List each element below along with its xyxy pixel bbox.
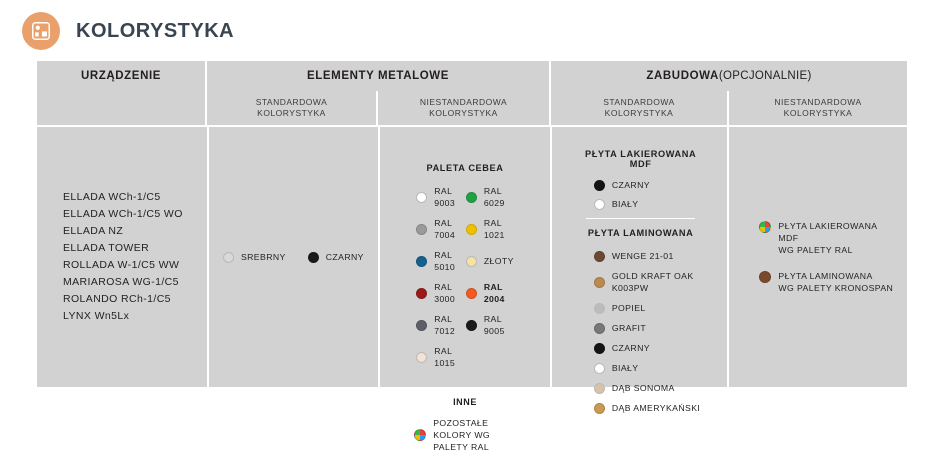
list-item: ELLADA WCh-1/C5 WO <box>63 208 183 220</box>
swatch-label: RAL 2004 <box>483 282 505 304</box>
swatch-label: GOLD KRAFT OAK K003PW <box>611 271 694 293</box>
swatch-item <box>223 251 286 263</box>
swatch-label-line2: WG PALETY RAL <box>778 245 853 255</box>
color-dot-icon <box>466 192 477 203</box>
page-header <box>0 0 943 52</box>
swatch-label-line2: KOLORY WG PALETY RAL <box>433 430 491 452</box>
swatch-item <box>416 217 456 241</box>
list-item: ROLLADA W-1/C5 WW <box>63 259 180 271</box>
header-metal-standard-line1: STANDARDOWA <box>255 97 328 108</box>
swatch-label-group <box>778 270 893 294</box>
metal-nonstandard-content <box>392 137 538 452</box>
header-cabinet-standard <box>551 91 729 125</box>
multicolor-dot-icon <box>759 221 771 233</box>
laminate-title: PŁYTA LAMINOWANA <box>587 228 694 238</box>
color-dot-icon <box>308 252 319 263</box>
header-cell-metal <box>207 61 551 127</box>
list-item: MARIAROSA WG-1/C5 <box>63 276 179 288</box>
swatch-item <box>594 198 702 210</box>
header-cabinet-optional: (OPCJONALNIE) <box>718 70 812 82</box>
header-metal-nonstandard-line1: NIESTANDARDOWA <box>419 97 508 108</box>
header-cabinet-main: ZABUDOWA <box>646 70 719 82</box>
color-dot-icon <box>594 383 605 394</box>
swatch-item <box>466 313 514 337</box>
color-dot-icon <box>594 277 605 288</box>
swatch-item <box>466 281 514 305</box>
list-item: ELLADA NZ <box>63 225 124 237</box>
color-dot-icon <box>466 256 477 267</box>
swatch-label: ZŁOTY <box>483 256 514 266</box>
swatch-item <box>416 313 456 337</box>
color-dot-icon <box>594 180 605 191</box>
cell-cabinet-nonstandard <box>729 127 907 387</box>
swatch-label: CZARNY <box>611 343 650 353</box>
divider <box>586 218 696 219</box>
swatch-label: RAL 1015 <box>434 346 456 368</box>
swatch-item <box>594 402 702 414</box>
swatch-item <box>466 185 514 209</box>
color-dot-icon <box>594 343 605 354</box>
swatch-label: RAL 7004 <box>434 218 456 240</box>
cell-metal-standard <box>209 127 381 387</box>
cell-device-list <box>37 127 209 387</box>
header-cabinet-nonstandard-line1: NIESTANDARDOWA <box>774 97 862 108</box>
palette-cebea-title: PALETA CEBEA <box>426 163 504 173</box>
swatch-label: RAL 6029 <box>483 186 505 208</box>
swatch-label: RAL 7012 <box>434 314 456 336</box>
mdf-title: PŁYTA LAKIEROWANA MDF <box>584 149 697 169</box>
header-metal-label: ELEMENTY METALOWE <box>306 70 450 82</box>
header-metal-standard-line2: KOLORYSTYKA <box>257 108 326 118</box>
header-cabinet-nonstandard-line2: KOLORYSTYKA <box>783 108 853 118</box>
list-item: ELLADA TOWER <box>63 242 150 254</box>
ral-swatch-grid <box>392 185 538 377</box>
cabinet-nonstandard-content <box>741 137 895 377</box>
kolorystyka-table <box>36 60 908 452</box>
cell-metal-nonstandard <box>380 127 552 452</box>
multicolor-dot-icon <box>414 429 426 441</box>
color-dot-icon <box>594 303 605 314</box>
swatch-item <box>594 342 702 354</box>
swatch-item <box>594 362 702 374</box>
swatch-item <box>594 382 702 394</box>
color-dot-icon <box>466 224 477 235</box>
swatch-label: CZARNY <box>611 180 650 190</box>
swatch-label: DĄB SONOMA <box>611 383 675 393</box>
header-metal-nonstandard <box>378 91 549 125</box>
swatch-label: BIAŁY <box>611 363 639 373</box>
color-dot-icon <box>466 320 477 331</box>
swatch-item <box>308 251 364 263</box>
swatch-item <box>416 185 456 209</box>
list-item: ROLANDO RCh-1/C5 <box>63 293 171 305</box>
swatch-item <box>594 270 702 294</box>
color-dot-icon <box>594 199 605 210</box>
header-cabinet-standard-line1: STANDARDOWA <box>603 97 675 108</box>
swatch-label: GRAFIT <box>611 323 647 333</box>
swatch-item <box>594 322 702 334</box>
header-cell-device <box>37 61 207 127</box>
swatch-label: RAL 9005 <box>483 314 505 336</box>
mdf-list <box>580 179 702 210</box>
swatch-label-line1: POZOSTAŁE <box>433 418 489 428</box>
swatch-label: POPIEL <box>611 303 646 313</box>
swatch-label-line1: PŁYTA LAKIEROWANA MDF <box>778 221 877 243</box>
swatch-item <box>594 250 702 262</box>
swatch-item <box>416 281 456 305</box>
swatch-label-group <box>778 220 895 256</box>
swatch-label: RAL 1021 <box>483 218 505 240</box>
color-dot-icon <box>466 288 477 299</box>
device-list <box>49 137 195 377</box>
header-cabinet-standard-line2: KOLORYSTYKA <box>604 108 674 118</box>
list-item: ELLADA WCh-1/C5 <box>63 191 161 203</box>
laminate-list <box>580 250 702 414</box>
color-dot-icon <box>594 323 605 334</box>
color-dot-icon <box>759 271 771 283</box>
swatch-label: CZARNY <box>325 252 364 262</box>
color-dot-icon <box>416 224 427 235</box>
cabinet-standard-content <box>564 137 716 413</box>
header-cell-cabinet <box>551 61 907 127</box>
swatch-label: WENGE 21-01 <box>611 251 674 261</box>
color-dot-icon <box>223 252 234 263</box>
header-metal-standard <box>207 91 378 125</box>
swatch-item <box>414 417 516 453</box>
page-title: KOLORYSTYKA <box>76 19 235 42</box>
color-dot-icon <box>594 251 605 262</box>
color-dot-icon <box>416 192 427 203</box>
swatch-item <box>594 179 702 191</box>
other-title: INNE <box>453 397 477 407</box>
metal-standard-swatches <box>221 137 367 377</box>
swatch-label: SREBRNY <box>240 252 286 262</box>
list-item: LYNX Wn5Lx <box>63 310 130 322</box>
header-cabinet-nonstandard <box>729 91 907 125</box>
swatch-label: BIAŁY <box>611 199 639 209</box>
swatch-label: RAL 5010 <box>434 250 456 272</box>
metal-other-block <box>392 387 538 460</box>
swatch-item <box>594 302 702 314</box>
color-dot-icon <box>594 403 605 414</box>
swatch-label-line1: PŁYTA LAMINOWANA <box>778 271 873 281</box>
cell-cabinet-standard <box>552 127 730 413</box>
color-dot-icon <box>416 256 427 267</box>
header-device-label: URZĄDZENIE <box>80 70 162 82</box>
header-cabinet-label <box>551 61 907 91</box>
swatch-label: DĄB AMERYKAŃSKI <box>611 403 701 413</box>
swatch-item <box>466 217 514 241</box>
swatch-item <box>416 345 456 369</box>
swatch-item <box>416 249 456 273</box>
swatch-label: RAL 9003 <box>434 186 456 208</box>
palette-swatch-icon <box>22 12 60 50</box>
header-metal-nonstandard-line2: KOLORYSTYKA <box>429 108 498 118</box>
table-header-row-main <box>37 61 907 127</box>
color-dot-icon <box>416 288 427 299</box>
color-dot-icon <box>594 363 605 374</box>
color-dot-icon <box>416 320 427 331</box>
swatch-label-line2: WG PALETY KRONOSPAN <box>778 283 894 293</box>
swatch-label-group <box>433 417 516 453</box>
swatch-label: RAL 3000 <box>434 282 456 304</box>
swatch-item <box>759 270 895 294</box>
swatch-item <box>759 220 895 256</box>
color-dot-icon <box>416 352 427 363</box>
table-body-row <box>37 127 907 452</box>
swatch-item <box>466 249 514 273</box>
